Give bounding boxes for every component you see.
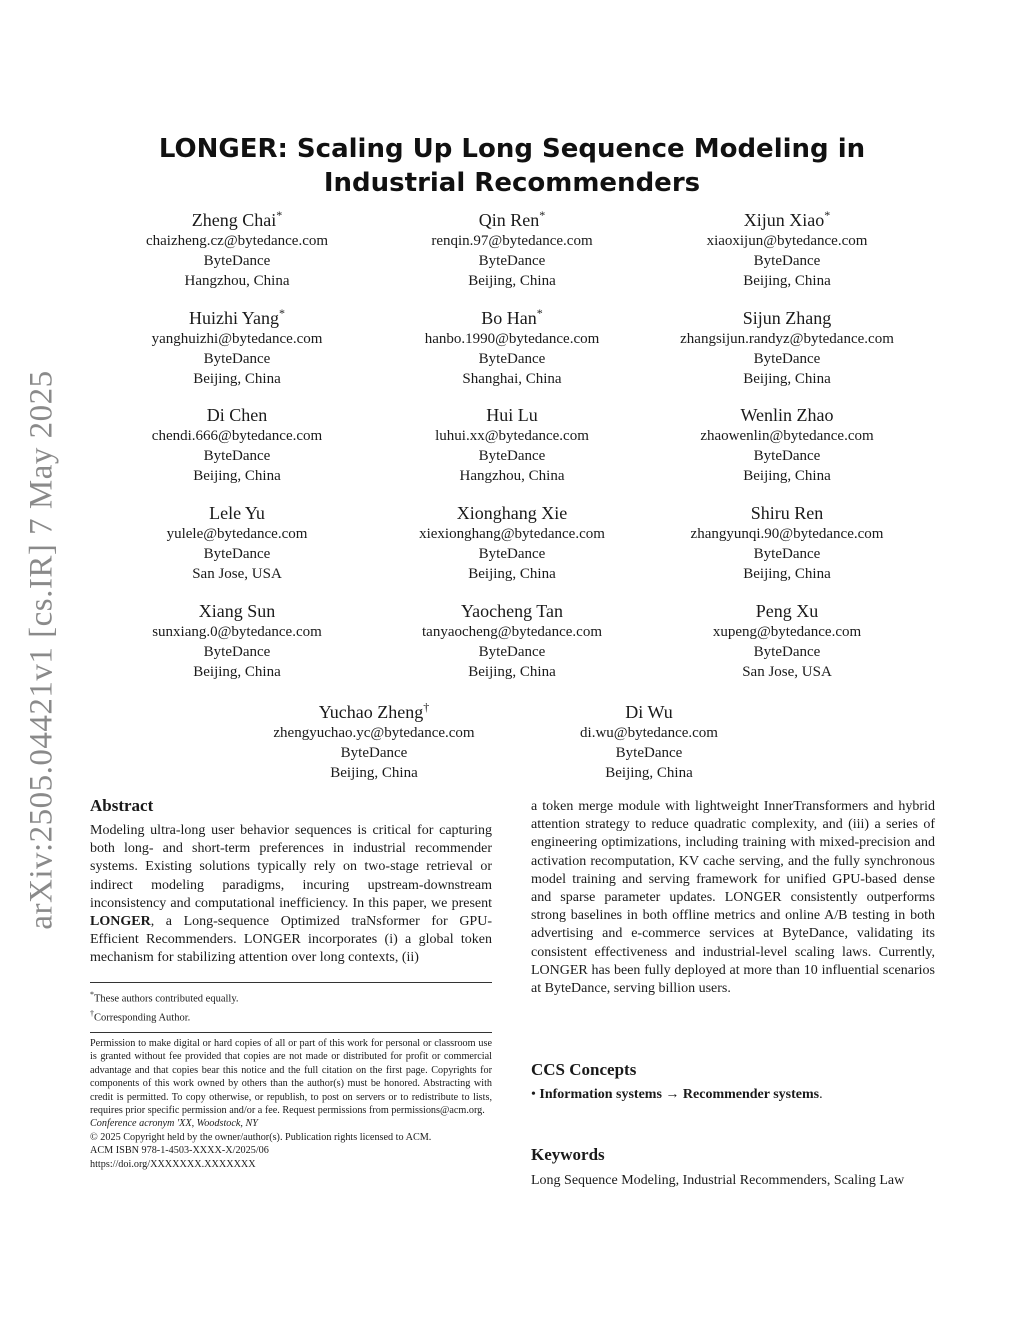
author-affiliation: ByteDance <box>340 745 408 761</box>
author-name: Wenlin Zhao <box>740 405 834 425</box>
author-email: zhaowenlin@bytedance.com <box>700 428 874 444</box>
ccs-heading: CCS Concepts <box>531 1060 637 1079</box>
author-block <box>642 404 932 486</box>
author-email: sunxiang.0@bytedance.com <box>152 624 322 640</box>
author-location: Beijing, China <box>743 468 831 484</box>
author-name: Huizhi Yang* <box>188 306 285 328</box>
author-email: hanbo.1990@bytedance.com <box>424 331 600 347</box>
author-affiliation: ByteDance <box>203 448 271 464</box>
author-location: Beijing, China <box>743 566 831 582</box>
author-affiliation: ByteDance <box>753 351 821 367</box>
author-location: Beijing, China <box>743 273 831 289</box>
title-line-1: LONGER: Scaling Up Long Sequence Modeling in <box>158 134 866 164</box>
author-affiliation: ByteDance <box>615 745 683 761</box>
author-name: Di Wu <box>625 702 673 722</box>
abstract-heading: Abstract <box>90 796 154 815</box>
author-affiliation: ByteDance <box>478 546 546 562</box>
author-affiliation: ByteDance <box>203 253 271 269</box>
author-affiliation: ByteDance <box>753 546 821 562</box>
author-affiliation: ByteDance <box>203 644 271 660</box>
copyright-line: © 2025 Copyright held by the owner/author(s). Publication rights licensed to ACM. <box>90 1131 432 1143</box>
author-email: yulele@bytedance.com <box>166 526 308 542</box>
author-block <box>92 307 382 389</box>
footnote-divider <box>90 982 492 983</box>
author-email: tanyaocheng@bytedance.com <box>422 624 602 640</box>
author-email: zhangsijun.randyz@bytedance.com <box>680 331 894 347</box>
isbn-line: ACM ISBN 978-1-4503-XXXX-X/2025/06 <box>90 1145 269 1157</box>
author-affiliation: ByteDance <box>203 546 271 562</box>
abstract-continued <box>531 798 935 998</box>
author-name: Sijun Zhang <box>742 308 832 328</box>
author-block <box>642 502 932 584</box>
permission-text: Permission to make digital or hard copies of all or part of this work for personal or classroom use is granted without fee provided that copies are not made or distributed for profit or commercial advantage and that copies bear this notice and the full citation on the first page. Copyrights for components of this work owned by others than the author(s) must be honored. Abstracting with credit is permitted. To copy otherwise, or republish, to post on servers or to redistribute to lists, requires prior specific permission and/or a fee. Request permissions from permissions@acm.org. <box>90 1038 492 1117</box>
author-name: Yuchao Zheng† <box>318 700 430 722</box>
author-location: Beijing, China <box>605 765 693 781</box>
author-email: di.wu@bytedance.com <box>580 725 718 741</box>
author-name: Xijun Xiao* <box>743 208 831 230</box>
author-block <box>367 600 657 682</box>
ccs-concept-item: • Information systems → Recommender systems. <box>531 1087 823 1102</box>
conference-info: Conference acronym 'XX, Woodstock, NY <box>90 1118 258 1130</box>
author-location: Beijing, China <box>193 664 281 680</box>
author-location: Hangzhou, China <box>459 468 565 484</box>
author-block <box>642 307 932 389</box>
author-email: xupeng@bytedance.com <box>712 624 862 640</box>
permission-divider <box>90 1032 492 1033</box>
author-name: Qin Ren* <box>478 208 546 230</box>
ccs-section <box>531 1059 935 1104</box>
abstract-section <box>90 795 492 968</box>
footnote-equal-contribution: *These authors contributed equally. <box>90 990 239 1005</box>
author-location: Hangzhou, China <box>184 273 290 289</box>
author-block <box>92 209 382 291</box>
author-block <box>92 600 382 682</box>
author-location: Beijing, China <box>330 765 418 781</box>
author-location: Shanghai, China <box>462 371 562 387</box>
author-location: Beijing, China <box>193 371 281 387</box>
keywords-list: Long Sequence Modeling, Industrial Recommenders, Scaling Law <box>531 1173 905 1188</box>
author-name: Lele Yu <box>209 503 265 523</box>
author-name: Peng Xu <box>755 601 819 621</box>
keywords-heading: Keywords <box>531 1145 605 1164</box>
title-line-2: Industrial Recommenders <box>323 168 701 198</box>
author-name: Xionghang Xie <box>456 503 568 523</box>
footnotes <box>90 988 492 1025</box>
abstract-paragraph-continued: a token merge module with lightweight InnerTransformers and hybrid attention strategy to reduce quadratic complexity, and (iii) a series of engineering optimizations, including training with mixed-precision and activation recomputation, KV cache serving, and the fully synchronous model training and serving framework for unified GPU-based dense and sparse parameter updates. LONGER consistently outperforms strong baselines in both offline metrics and online A/B testing in both advertising and e-commerce services at ByteDance, validating its consistent effectiveness and industrial-level scaling laws. Currently, LONGER has been fully deployed at more than 10 influential scenarios at ByteDance, serving billion users. <box>531 799 935 997</box>
author-email: luhui.xx@bytedance.com <box>435 428 589 444</box>
arxiv-identifier-stamp: arXiv:2505.04421v1 [cs.IR] 7 May 2025 <box>23 370 60 930</box>
abstract-paragraph: Modeling ultra-long user behavior sequences is critical for capturing both long- and short-term preferences in industrial recommender systems. Existing solutions typically rely on two-stage retrieval or indirect modeling paradigms, incuring upstream-downstream inconsistency and computational inefficiency. In this paper, we present LONGER, a Long-sequence Optimized traNsformer for GPU-Efficient Recommenders. LONGER incorporates (i) a global token mechanism for stabilizing attention over long contexts, (ii) <box>90 823 492 966</box>
author-block <box>367 307 657 389</box>
author-block <box>642 209 932 291</box>
author-affiliation: ByteDance <box>753 644 821 660</box>
author-affiliation: ByteDance <box>478 644 546 660</box>
author-name: Shiru Ren <box>750 503 824 523</box>
author-affiliation: ByteDance <box>203 351 271 367</box>
author-location: San Jose, USA <box>742 664 832 680</box>
author-affiliation: ByteDance <box>478 351 546 367</box>
keywords-section <box>531 1144 935 1190</box>
author-location: Beijing, China <box>743 371 831 387</box>
author-name: Yaocheng Tan <box>460 601 564 621</box>
author-location: Beijing, China <box>468 664 556 680</box>
author-block <box>504 701 794 783</box>
footnote-corresponding: †Corresponding Author. <box>90 1008 191 1023</box>
author-block <box>92 502 382 584</box>
author-block <box>642 600 932 682</box>
author-email: chendi.666@bytedance.com <box>151 428 323 444</box>
author-affiliation: ByteDance <box>753 253 821 269</box>
author-email: zhangyunqi.90@bytedance.com <box>690 526 884 542</box>
author-email: renqin.97@bytedance.com <box>431 233 593 249</box>
author-location: San Jose, USA <box>192 566 282 582</box>
author-location: Beijing, China <box>468 566 556 582</box>
author-email: xiexionghang@bytedance.com <box>419 526 605 542</box>
author-location: Beijing, China <box>193 468 281 484</box>
author-block <box>367 502 657 584</box>
author-email: xiaoxijun@bytedance.com <box>706 233 868 249</box>
author-name: Xiang Sun <box>198 601 276 621</box>
author-name: Di Chen <box>206 405 268 425</box>
doi-link[interactable]: https://doi.org/XXXXXXX.XXXXXXX <box>90 1158 256 1170</box>
author-block <box>367 404 657 486</box>
author-block <box>92 404 382 486</box>
permission-block <box>90 1037 492 1171</box>
author-email: yanghuizhi@bytedance.com <box>151 331 323 347</box>
author-email: chaizheng.cz@bytedance.com <box>145 233 329 249</box>
author-name: Hui Lu <box>486 405 538 425</box>
author-affiliation: ByteDance <box>753 448 821 464</box>
author-name: Bo Han* <box>481 306 543 328</box>
author-affiliation: ByteDance <box>478 253 546 269</box>
author-affiliation: ByteDance <box>478 448 546 464</box>
author-email: zhengyuchao.yc@bytedance.com <box>273 725 475 741</box>
author-block <box>367 209 657 291</box>
author-location: Beijing, China <box>468 273 556 289</box>
paper-title <box>110 132 914 200</box>
author-name: Zheng Chai* <box>191 208 283 230</box>
author-block <box>229 701 519 783</box>
